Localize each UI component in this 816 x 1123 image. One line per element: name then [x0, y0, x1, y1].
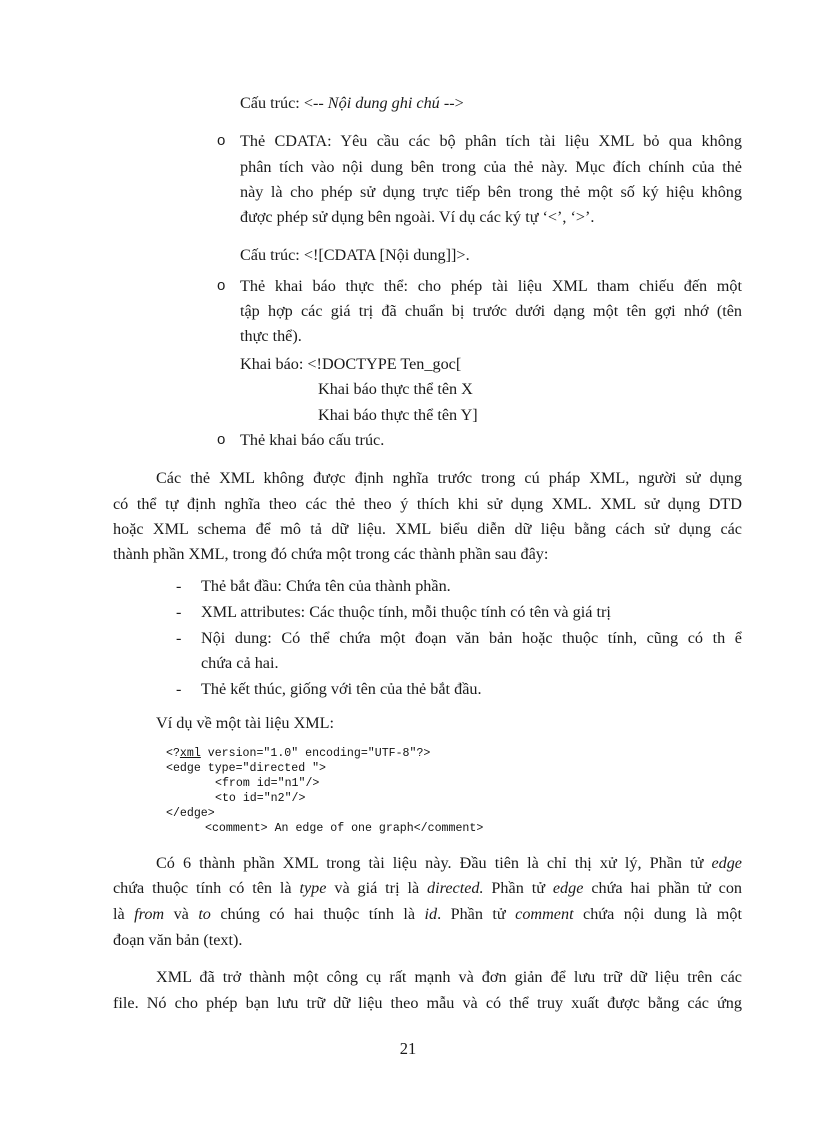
cdata-structure: Cấu trúc: <![CDATA [Nội dung]]>. [240, 246, 470, 264]
dash-item-4: Thẻ kết thúc, giống với tên của thẻ bắt đầu. [201, 680, 482, 698]
dash-item-3-cont: chứa cả hai. [201, 654, 279, 672]
para3-line-1: XML đã trở thành một công cụ rất mạnh và đơn giản để lưu trữ dữ liệu trên các [156, 968, 742, 986]
dash-marker-3: - [176, 629, 182, 647]
cdata-line-1: Thẻ CDATA: Yêu cầu các bộ phân tích tài liệu XML bỏ qua không [240, 132, 742, 150]
entity-declaration: Khai báo: <!DOCTYPE Ten_goc[ [240, 355, 462, 373]
para2-l2-d: chứa hai phần tử con [583, 879, 743, 897]
para2-line-1 [156, 852, 742, 874]
para2-l3-b: và [164, 905, 199, 923]
structure-bullet: o [217, 431, 226, 448]
para2-l3-c: chúng có hai thuộc tính là [210, 905, 425, 923]
para2-l2-a: chứa thuộc tính có tên là [113, 879, 300, 897]
dash-marker-4: - [176, 680, 182, 698]
dash-item-1: Thẻ bắt đầu: Chứa tên của thành phần. [201, 577, 451, 595]
para1-line-4: thành phần XML, trong đó chứa một trong các thành phần sau đây: [113, 545, 549, 563]
code-line-1-b: version="1.0" encoding="UTF-8"?> [200, 747, 431, 760]
para2-l3-to: to [198, 905, 211, 923]
entity-declaration-x: Khai báo thực thể tên X [318, 380, 473, 398]
entity-line-2: tập hợp các giá trị đã chuẩn bị trước dưới dạng một tên gợi nhớ (tên [240, 302, 742, 320]
entity-line-1: Thẻ khai báo thực thể: cho phép tài liệu XML tham chiếu đến một [240, 277, 742, 295]
para2-line-2 [113, 877, 742, 899]
code-line-1 [166, 746, 430, 761]
code-line-3: <from id="n1"/> [215, 777, 320, 790]
para2-line-3 [113, 903, 742, 925]
para2-l3-d: . Phần tử [437, 905, 516, 923]
para2-l3-id: id [424, 905, 438, 923]
example-title: Ví dụ về một tài liệu XML: [156, 714, 335, 732]
comment-structure-line [240, 92, 464, 114]
comment-structure-suffix: --> [439, 94, 464, 112]
structure-text: Thẻ khai báo cấu trúc. [240, 431, 385, 449]
dash-item-2: XML attributes: Các thuộc tính, mỗi thuộc tính có tên và giá trị [201, 603, 611, 621]
code-line-1-a: <? [166, 747, 180, 760]
para2-l3-comment: comment [515, 905, 574, 923]
para2-l1-edge: edge [711, 854, 742, 872]
para2-l3-from: from [134, 905, 165, 923]
entity-line-3: thực thể). [240, 327, 302, 345]
page-number: 21 [399, 1039, 417, 1058]
para1-line-1: Các thẻ XML không được định nghĩa trước trong cú pháp XML, người sử dụng [156, 469, 742, 487]
para2-l2-directed: directed. [427, 879, 484, 897]
code-line-2: <edge type="directed "> [166, 762, 327, 775]
para1-line-2: có thể tự định nghĩa theo các thẻ theo ý thích khi sử dụng XML. XML sử dụng DTD [113, 495, 742, 513]
para2-l3-a: là [113, 905, 135, 923]
para2-l2-edge: edge [552, 879, 584, 897]
dash-marker-1: - [176, 577, 182, 595]
cdata-line-4: được phép sử dụng bên ngoài. Ví dụ các ký tự ‘<’, ‘>’. [240, 208, 595, 226]
para2-l3-e: chứa nội dung là một [573, 905, 742, 923]
cdata-bullet: o [217, 132, 226, 149]
cdata-line-3: này là cho phép sử dụng trực tiếp bên trong thẻ một số ký hiệu không [240, 183, 742, 201]
para2-l2-b: và giá trị là [326, 879, 428, 897]
code-line-1-xml: xml [179, 747, 201, 760]
code-line-6: <comment> An edge of one graph</comment> [205, 822, 484, 835]
code-line-4: <to id="n2"/> [215, 792, 306, 805]
cdata-line-2: phân tích vào nội dung bên trong của thẻ này. Mục đích chính của thẻ [240, 158, 742, 176]
dash-item-3: Nội dung: Có thể chứa một đoạn văn bản hoặc thuộc tính, cũng có th ể [201, 629, 742, 647]
para2-l2-c: Phần tử [483, 879, 553, 897]
para1-line-3: hoặc XML schema để mô tả dữ liệu. XML biểu diễn dữ liệu bằng cách sử dụng các [113, 520, 742, 538]
para3-line-2: file. Nó cho phép bạn lưu trữ dữ liệu theo mẫu và có thể truy xuất được bằng các ứng [113, 994, 742, 1012]
entity-bullet: o [217, 277, 226, 294]
para2-line-4: đoạn văn bản (text). [113, 931, 243, 949]
code-line-5: </edge> [166, 807, 215, 820]
para2-l1-text: Có 6 thành phần XML trong tài liệu này. Đầu tiên là chỉ thị xử lý, Phần tử [156, 854, 712, 872]
comment-structure-prefix: Cấu trúc: <-- [240, 94, 328, 112]
para2-l2-type: type [299, 879, 327, 897]
comment-structure-italic: Nội dung ghi chú [327, 94, 440, 112]
entity-declaration-y: Khai báo thực thể tên Y] [318, 406, 478, 424]
dash-marker-2: - [176, 603, 182, 621]
